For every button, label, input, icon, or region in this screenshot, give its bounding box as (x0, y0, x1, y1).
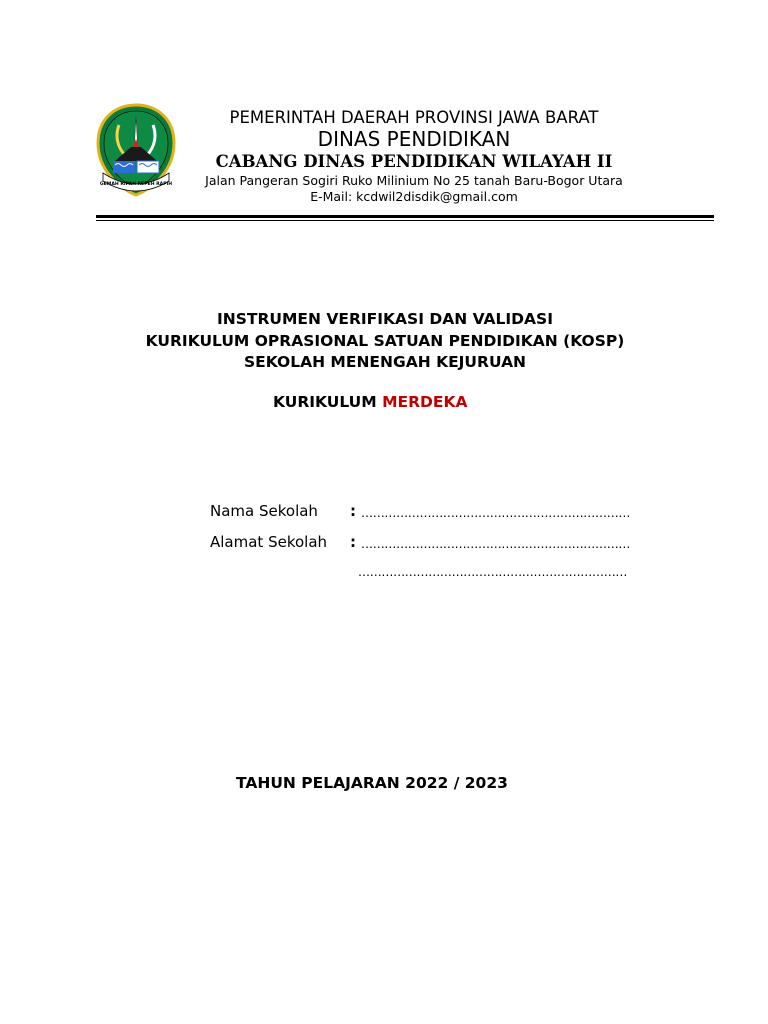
header-address: Jalan Pangeran Sogiri Ruko Milinium No 25 tanah Baru-Bogor Utara (205, 173, 623, 188)
alamat-sekolah-blank: …………………………………………………………… (361, 537, 631, 551)
doc-title-line2: KURIKULUM OPRASIONAL SATUAN PENDIDIKAN (KOSP) (145, 332, 625, 350)
jawa-barat-emblem-logo (95, 103, 177, 197)
kurikulum-prefix: KURIKULUM (273, 393, 383, 411)
header-branch: CABANG DINAS PENDIDIKAN WILAYAH II (215, 152, 613, 171)
doc-title-line3: SEKOLAH MENENGAH KEJURUAN (243, 353, 527, 371)
kurikulum-heading (273, 393, 468, 411)
nama-sekolah-blank: …………………………………………………………… (361, 506, 631, 520)
alamat-sekolah-colon: : (350, 533, 356, 551)
logo-motto: GEMAH RIPAH REPEH RAPIH (99, 182, 173, 187)
header-province: PEMERINTAH DAERAH PROVINSI JAWA BARAT (229, 108, 599, 127)
kurikulum-highlight: MERDEKA (382, 393, 468, 411)
academic-year: TAHUN PELAJARAN 2022 / 2023 (236, 774, 508, 792)
alamat-sekolah-label: Alamat Sekolah (210, 533, 328, 551)
header-divider-thin (96, 220, 714, 221)
nama-sekolah-label: Nama Sekolah (210, 502, 318, 520)
header-email: E-Mail: kcdwil2disdik@gmail.com (310, 189, 518, 204)
alamat-sekolah-blank-line2: …………………………………………………………… (358, 565, 628, 579)
nama-sekolah-colon: : (350, 502, 356, 520)
doc-title-line1: INSTRUMEN VERIFIKASI DAN VALIDASI (217, 310, 553, 328)
header-office: DINAS PENDIDIKAN (317, 127, 511, 151)
header-divider-thick (96, 215, 714, 218)
